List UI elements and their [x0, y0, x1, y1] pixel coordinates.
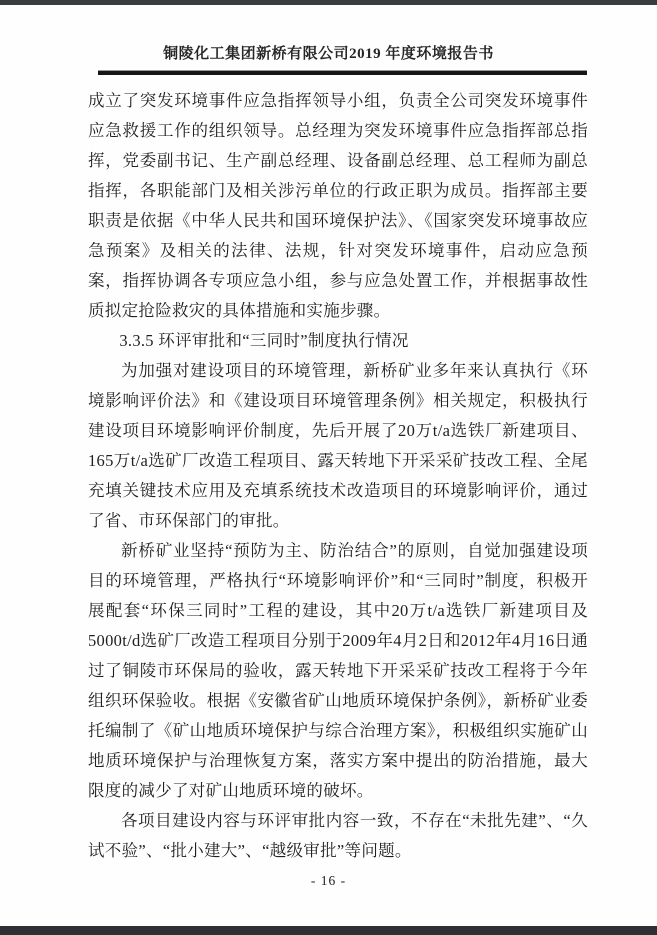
- body-paragraph: 各项目建设内容与环评审批内容一致，不存在“未批先建”、“久试不验”、“批小建大”、“越级审批”等问题。: [88, 811, 588, 860]
- body-paragraph: 为加强对建设项目的环境管理，新桥矿业多年来认真执行《环境影响评价法》和《建设项目环境管理条例》相关规定，积极执行建设项目环境影响评价制度，先后开展了20万t/a选铁厂新建项目、165万t/a选矿厂改造工程项目、露天转地下开采采矿技改工程、全尾充填关键技术应用及充填系统技术改造项目的环境影响评价，通过了省、市环保部门的审批。: [88, 361, 588, 530]
- body-paragraph: 成立了突发环境事件应急指挥领导小组，负责全公司突发环境事件应急救援工作的组织领导。总经理为突发环境事件应急指挥部总指挥，党委副书记、生产副总经理、设备副总经理、总工程师为副总指挥，各职能部门及相关涉污单位的行政正职为成员。指挥部主要职责是依据《中华人民共和国环境保护法》、《国家突发环境事故应急预案》及相关的法律、法规，针对突发环境事件，启动应急预案，指挥协调各专项应急小组，参与应急处置工作，并根据事故性质拟定抢险救灾的具体措施和实施步骤。: [88, 91, 588, 320]
- header-rule: [98, 70, 587, 75]
- page-header: [0, 42, 657, 75]
- page-number: - 16 -: [310, 873, 347, 888]
- page-footer: [0, 873, 657, 889]
- scan-edge-bottom: [0, 926, 657, 935]
- scan-edge-top: [0, 0, 657, 5]
- body-paragraph: 新桥矿业坚持“预防为主、防治结合”的原则，自觉加强建设项目的环境管理，严格执行“环境影响评价”和“三同时”制度，积极开展配套“环保三同时”工程的建设，其中20万t/a选铁厂新建项目及5000t/d选矿厂改造工程项目分别于2009年4月2日和2012年4月16日通过了铜陵市环保局的验收，露天转地下开采采矿技改工程将于今年组织环保验收。根据《安徽省矿山地质环境保护条例》，新桥矿业委托编制了《矿山地质环境保护与综合治理方案》，积极组织实施矿山地质环境保护与治理恢复方案，落实方案中提出的防治措施，最大限度的减少了对矿山地质环境的破坏。: [88, 541, 588, 800]
- header-title: 铜陵化工集团新桥有限公司2019 年度环境报告书: [163, 46, 494, 62]
- section-heading: 3.3.5 环评审批和“三同时”制度执行情况: [119, 331, 409, 350]
- document-body: [88, 86, 588, 866]
